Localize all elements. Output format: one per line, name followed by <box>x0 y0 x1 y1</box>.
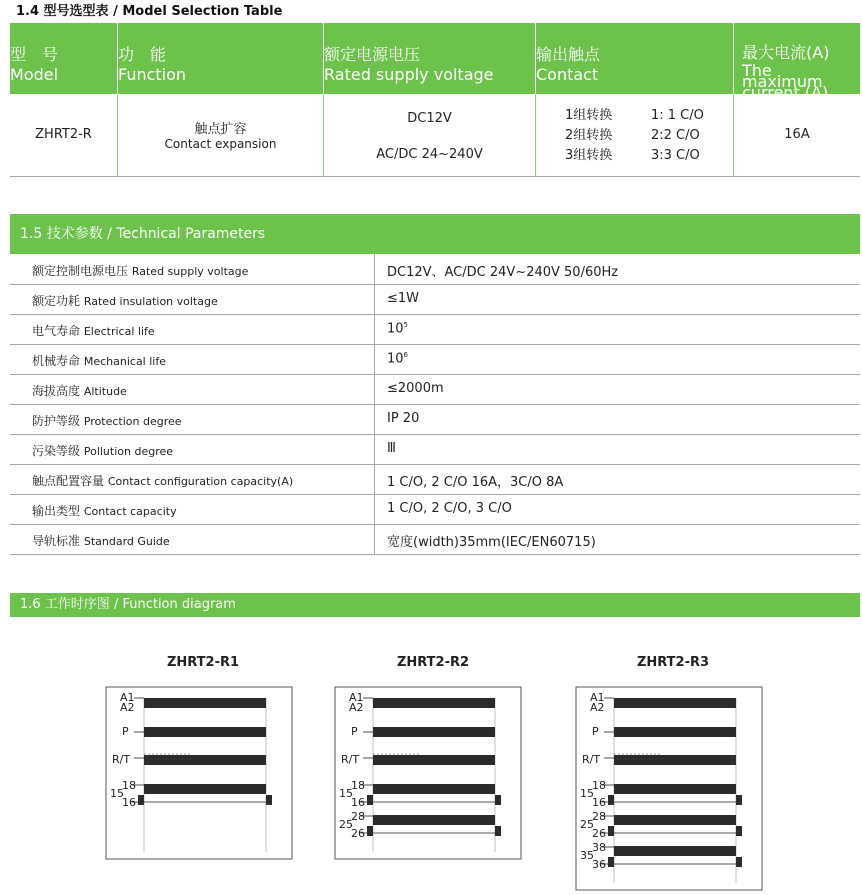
header-model: 型 号 Model <box>10 45 59 84</box>
label-contact-nc: 16 <box>592 796 606 809</box>
nc-pulse <box>266 795 272 805</box>
nc-pulse <box>736 857 742 867</box>
table-row: 海拔高度 Altitude ≤2000m <box>10 374 860 405</box>
function-diagram-header: 1.6 工作时序图 / Function diagram <box>10 593 860 617</box>
label-contact-no: 18 <box>592 779 606 792</box>
contact-bar <box>144 784 266 794</box>
label-rt: R/T <box>112 753 131 766</box>
table-row: 输出类型 Contact capacity 1 C/O, 2 C/O, 3 C/O <box>10 494 860 525</box>
label-contact-no: 18 <box>122 779 136 792</box>
label-p: P <box>351 725 358 738</box>
nc-pulse <box>367 795 373 805</box>
nc-pulse <box>736 826 742 836</box>
signal-bar-a1a2 <box>373 698 495 708</box>
current-value: 16A <box>784 127 810 142</box>
model-selection-title: 1.4 型号选型表 / Model Selection Table <box>16 4 283 19</box>
label-a2: A2 <box>590 701 605 714</box>
diagram-title-r2: ZHRT2-R2 <box>396 655 470 670</box>
diagram-title-r3: ZHRT2-R3 <box>636 655 710 670</box>
table-row: 额定控制电源电压 Rated supply voltage DC12V、AC/DC 24V~240V 50/60Hz <box>10 254 860 285</box>
diagram-title-r1: ZHRT2-R1 <box>166 655 240 670</box>
label-p: P <box>122 725 129 738</box>
voltage-dc: DC12V <box>407 111 452 126</box>
label-contact-com: 15 <box>580 787 594 800</box>
function-value: 触点扩容 Contact expansion <box>164 122 277 151</box>
label-contact-nc: 36 <box>592 858 606 871</box>
contact-bar <box>614 784 736 794</box>
label-contact-com: 25 <box>580 818 594 831</box>
header-voltage: 额定电源电压 Rated supply voltage <box>324 45 494 84</box>
label-rt: R/T <box>341 753 360 766</box>
table-row: 防护等级 Protection degree IP 20 <box>10 404 860 435</box>
nc-pulse <box>495 826 501 836</box>
signal-bar-p <box>144 727 266 737</box>
signal-bar-a1a2 <box>614 698 736 708</box>
nc-pulse <box>608 857 614 867</box>
model-value: ZHRT2-R <box>35 127 92 142</box>
signal-bar-rt <box>373 755 495 765</box>
label-a1: A1 <box>590 691 605 704</box>
list-item: 3组转换 3:3 C/O <box>565 148 700 163</box>
signal-bar-p <box>373 727 495 737</box>
label-contact-nc: 16 <box>351 796 365 809</box>
timing-diagrams <box>0 686 862 891</box>
label-a2: A2 <box>120 701 135 714</box>
label-a1: A1 <box>349 691 364 704</box>
label-contact-no: 28 <box>351 810 365 823</box>
nc-pulse <box>495 795 501 805</box>
header-function: 功 能 Function <box>118 45 187 84</box>
signal-bar-rt <box>144 755 266 765</box>
label-contact-no: 38 <box>592 841 606 854</box>
signal-bar-a1a2 <box>144 698 266 708</box>
list-item: 2组转换 2:2 C/O <box>565 128 700 143</box>
nc-pulse <box>138 795 144 805</box>
table-row: 电气寿命 Electrical life $10^5$ <box>10 314 860 345</box>
header-max-current: 最大电流(A) The maximum current (A) <box>742 43 830 102</box>
header-contact: 输出触点 Contact <box>536 45 601 84</box>
signal-bar-rt <box>614 755 736 765</box>
label-contact-com: 25 <box>339 818 353 831</box>
contact-bar <box>614 815 736 825</box>
table-row: 污染等级 Pollution degree Ⅲ <box>10 434 860 465</box>
technical-parameters-header: 1.5 技术参数 / Technical Parameters <box>10 214 860 254</box>
table-row: 额定功耗 Rated insulation voltage ≤1W <box>10 284 860 315</box>
timing-diagrams-svg <box>0 686 862 891</box>
label-contact-com: 35 <box>580 849 594 862</box>
nc-pulse <box>608 826 614 836</box>
label-contact-no: 28 <box>592 810 606 823</box>
contact-list <box>565 106 704 166</box>
contact-bar <box>614 846 736 856</box>
label-contact-com: 15 <box>339 787 353 800</box>
label-contact-nc: 26 <box>351 827 365 840</box>
label-contact-no: 18 <box>351 779 365 792</box>
voltage-acdc: AC/DC 24~240V <box>376 147 483 162</box>
nc-pulse <box>736 795 742 805</box>
signal-bar-p <box>614 727 736 737</box>
contact-bar <box>373 784 495 794</box>
label-p: P <box>592 725 599 738</box>
contact-bar <box>373 815 495 825</box>
nc-pulse <box>367 826 373 836</box>
table-row: 机械寿命 Mechanical life $10^6$ <box>10 344 860 375</box>
table-row: 导轨标准 Standard Guide 宽度(width)35mm(IEC/EN60715) <box>10 524 860 555</box>
label-a2: A2 <box>349 701 364 714</box>
label-contact-nc: 26 <box>592 827 606 840</box>
nc-pulse <box>608 795 614 805</box>
label-contact-nc: 16 <box>122 796 136 809</box>
label-rt: R/T <box>582 753 601 766</box>
table-row: 触点配置容量 Contact configuration capacity(A) 1 C/O, 2 C/O 16A，3C/O 8A <box>10 464 860 495</box>
label-a1: A1 <box>120 691 135 704</box>
list-item: 1组转换 1: 1 C/O <box>565 108 704 123</box>
label-contact-com: 15 <box>110 787 124 800</box>
